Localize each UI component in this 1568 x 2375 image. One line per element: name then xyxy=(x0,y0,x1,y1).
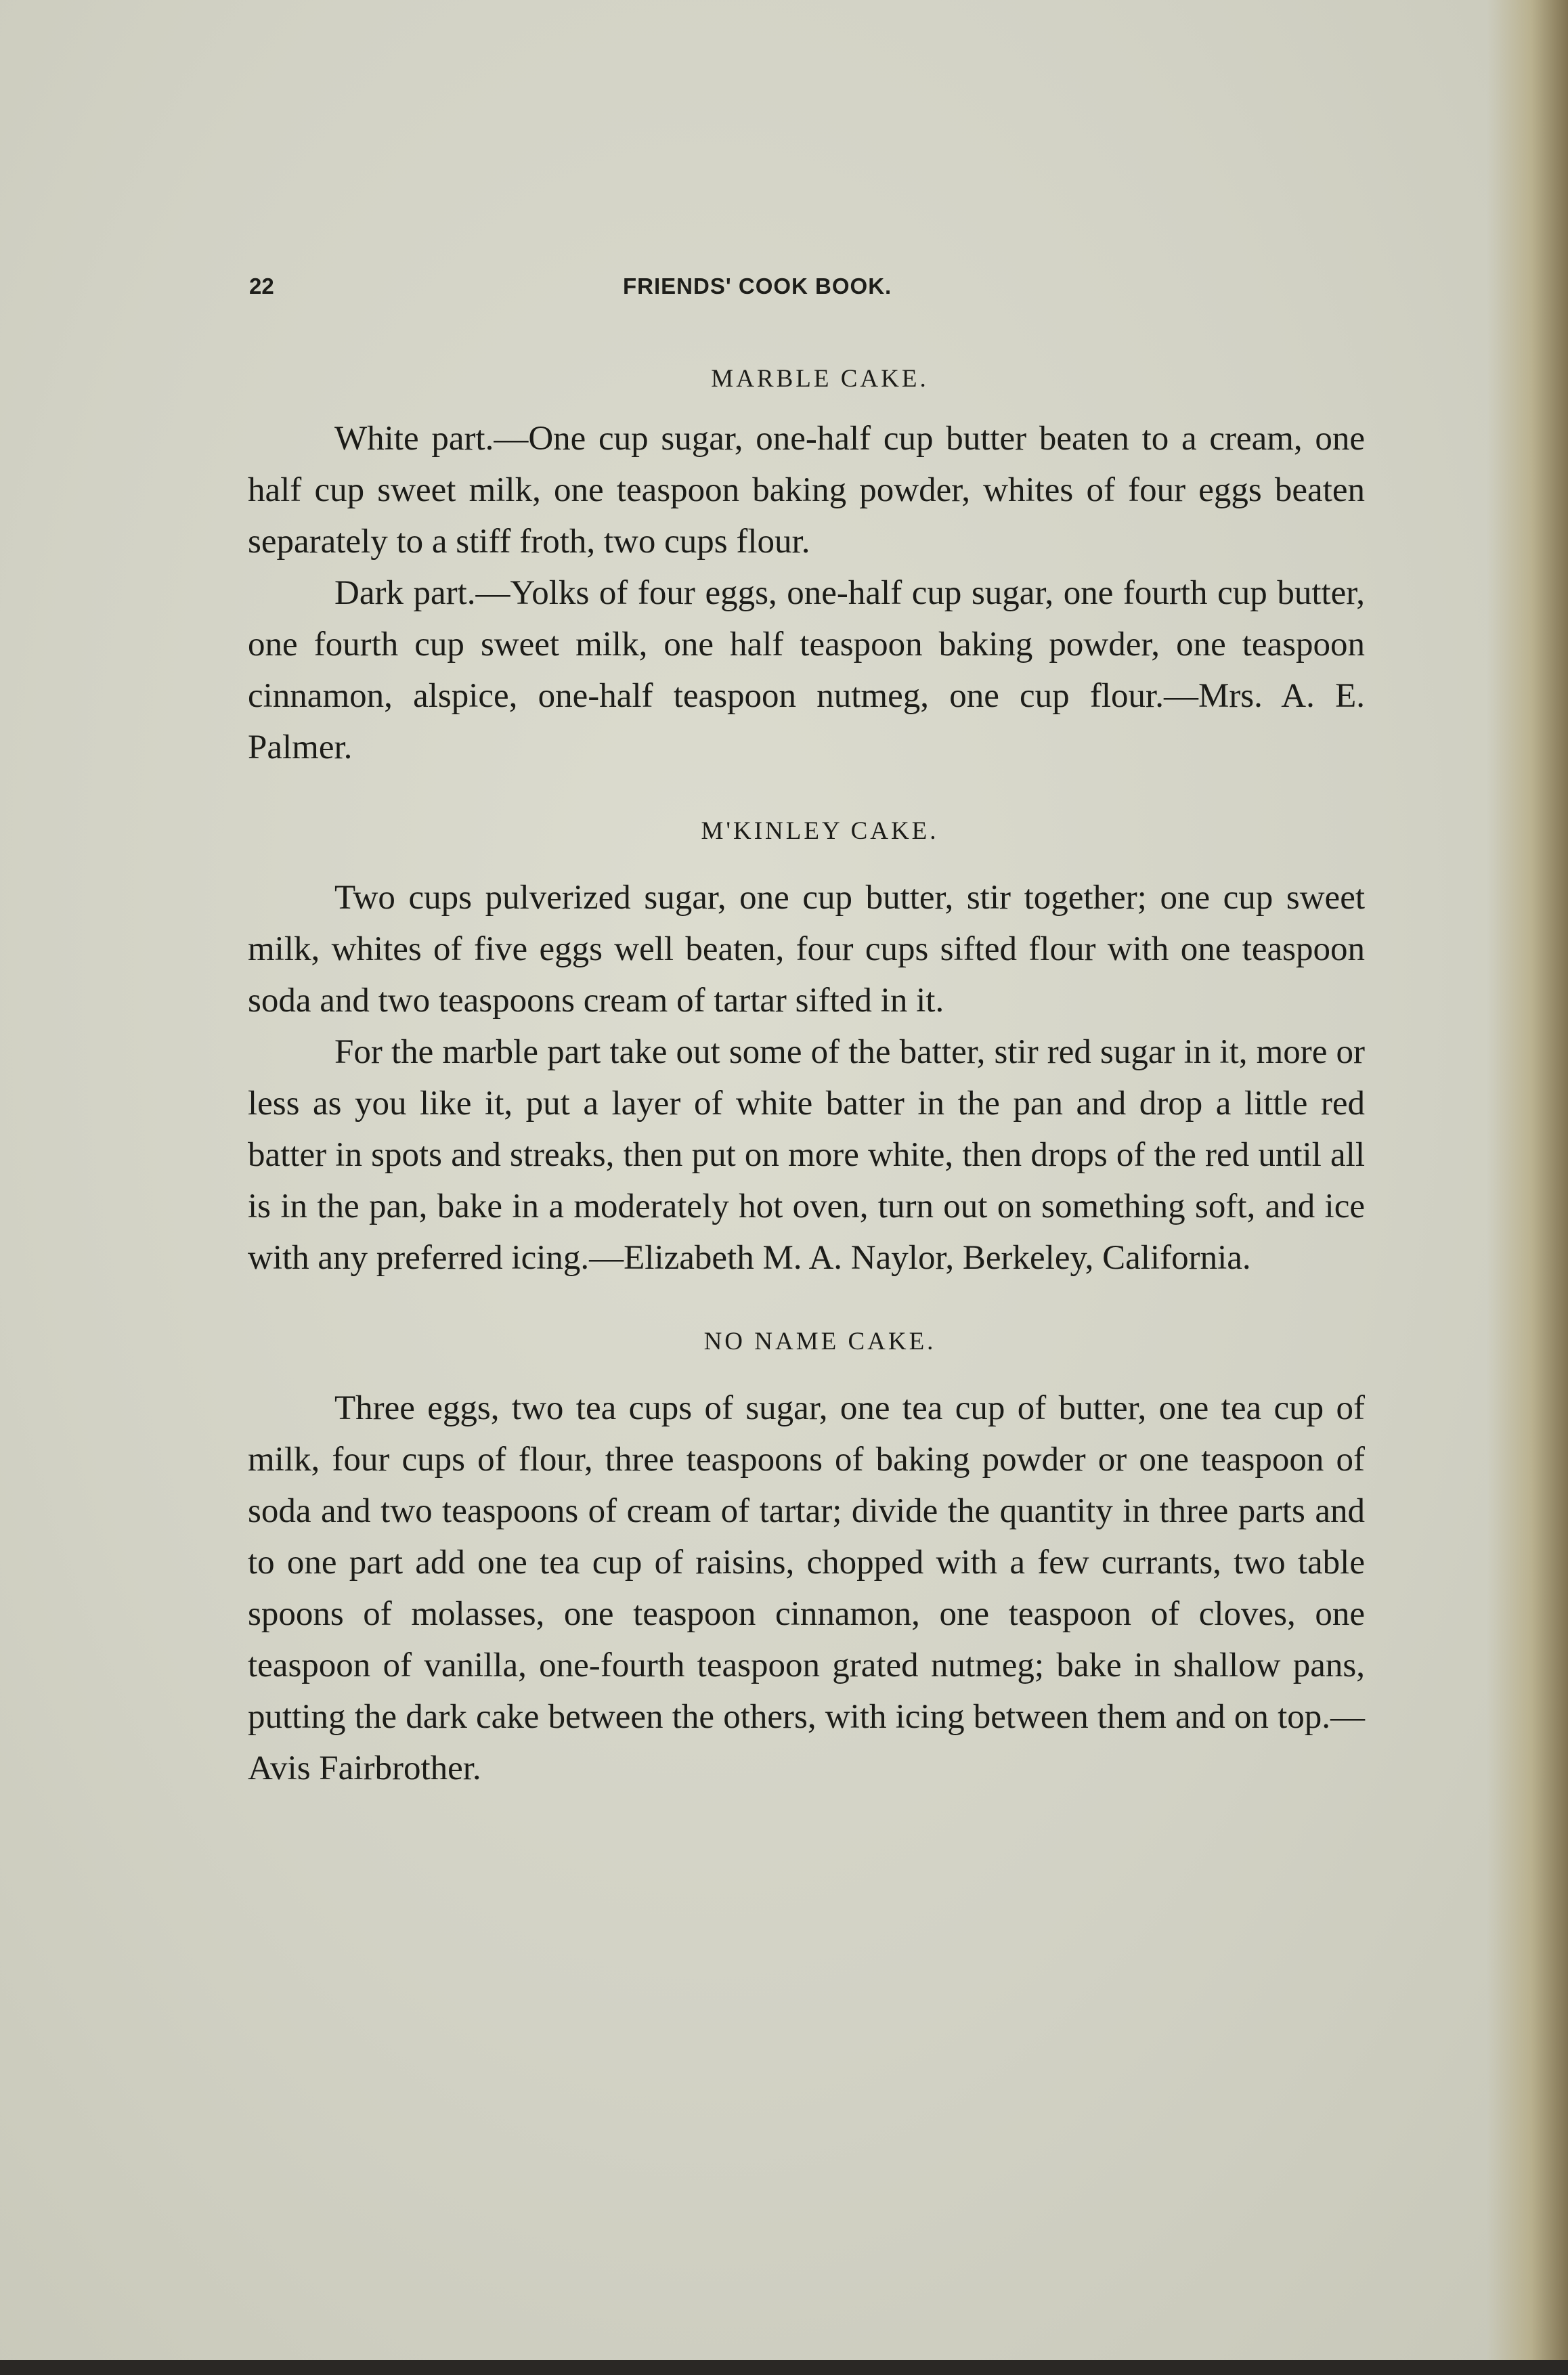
recipe-paragraph: White part.—One cup sugar, one-half cup butter beaten to a cream, one half cup sweet milk, one teaspoon baking powder, whites of four eggs beaten separately to a stiff froth, two cups flour. xyxy=(248,420,1365,561)
recipe-no-name-cake xyxy=(248,1322,1365,1794)
running-title: FRIENDS' COOK BOOK. xyxy=(623,274,892,299)
recipe-marble-cake xyxy=(248,359,1365,773)
recipe-title: M'KINLEY CAKE. xyxy=(701,817,939,845)
recipe-paragraph: Three eggs, two tea cups of sugar, one tea cup of butter, one tea cup of milk, four cups of flour, three teaspoons of baking powder or one teaspoon of soda and two teaspoons of cream of tartar; divide the quantity in three parts and to one part add one tea cup of raisins, chopped with a few currants, two table spoons of molasses, one teaspoon cinnamon, one teaspoon of cloves, one teaspoon of vanilla, one-fourth teaspoon grated nutmeg; bake in shallow pans, putting the dark cake between the others, with icing between them and on top.—Avis Fairbrother. xyxy=(248,1389,1365,1787)
page-bottom-edge xyxy=(0,2360,1568,2375)
recipe-paragraph: Two cups pulverized sugar, one cup butter, stir together; one cup sweet milk, whites of five eggs well beaten, four cups sifted flour with one teaspoon soda and two teaspoons cream of tartar sifted in it. xyxy=(248,879,1365,1020)
book-spine-shadow xyxy=(1487,0,1568,2375)
page-content xyxy=(248,359,1365,1794)
page-number: 22 xyxy=(249,274,274,299)
recipe-title: NO NAME CAKE. xyxy=(703,1328,936,1355)
page-header xyxy=(249,274,1366,314)
recipe-mckinley-cake xyxy=(248,811,1365,1284)
recipe-paragraph: Dark part.—Yolks of four eggs, one-half cup sugar, one fourth cup butter, one fourth cup sweet milk, one half teaspoon baking powder, one teaspoon cinnamon, alspice, one-half teaspoon nutmeg, one cup flour.—Mrs. A. E. Palmer. xyxy=(248,574,1365,766)
recipe-title: MARBLE CAKE. xyxy=(711,365,929,393)
recipe-paragraph: For the marble part take out some of the batter, stir red sugar in it, more or less as you like it, put a layer of white batter in the pan and drop a little red batter in spots and streaks, then put on more white, then drops of the red until all is in the pan, bake in a moderately hot oven, turn out on something soft, and ice with any preferred icing.—Elizabeth M. A. Naylor, Berkeley, California. xyxy=(248,1033,1365,1277)
